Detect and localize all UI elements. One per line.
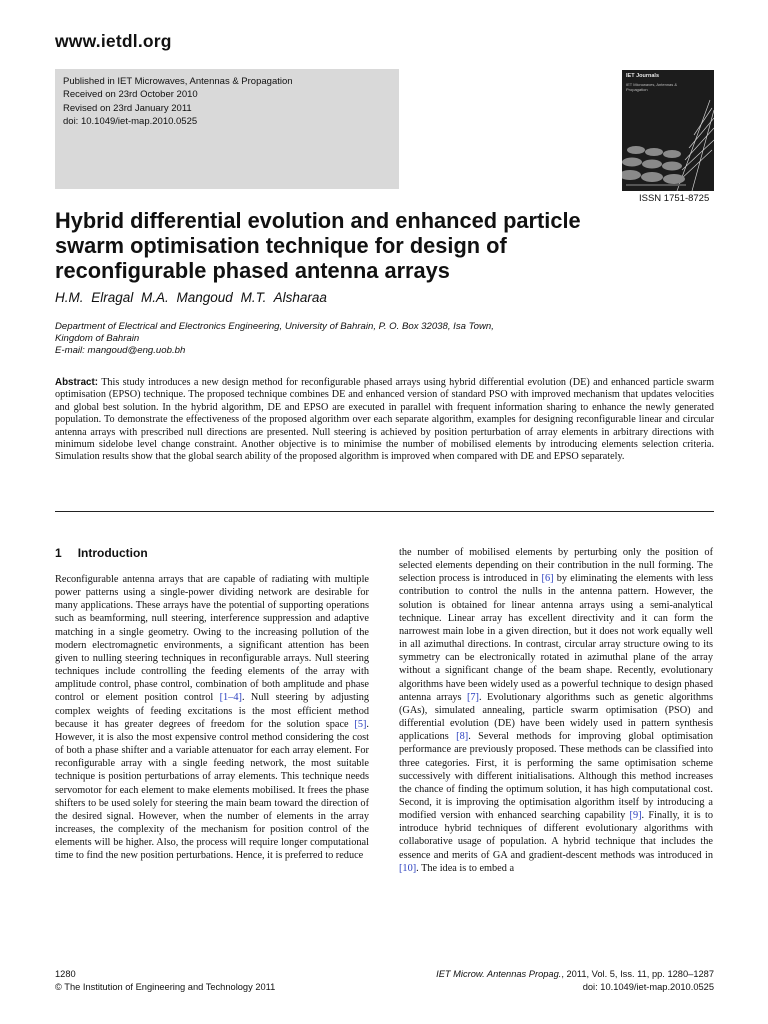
site-url[interactable]: www.ietdl.org: [55, 31, 172, 51]
title-line: reconfigurable phased antenna arrays: [55, 258, 450, 283]
reference-link[interactable]: [6]: [541, 573, 554, 585]
section-number: 1: [55, 546, 62, 560]
cover-subtitle: IET Microwaves, Antennas & Propagation: [626, 82, 678, 92]
published-in: Published in IET Microwaves, Antennas & Propagation: [63, 76, 293, 87]
reference-link[interactable]: [8]: [456, 731, 469, 743]
left-column: [55, 573, 369, 862]
section-title: Introduction: [77, 546, 148, 560]
paragraph: [55, 573, 369, 862]
page-number: 1280: [55, 969, 76, 979]
text-run: by eliminating the elements with less contribution to control the nulls in the antenna pattern. However, the solution is obtained for linear antenna arrays using a semi-analytical technique. Linear array has excellent directivity and it can form the narrowest main lobe in a given direction, but it does not work equally well in all azimuthal directions. In contrast, circular array structure owing to its symmetry can be electronically rotated in azimuthal plane of the array without a significant change of the beam shape. Recently, evolutionary algorithms have been widely used as a powerful technique to design phased antenna arrays: [399, 573, 714, 703]
right-column: [399, 546, 713, 875]
title-line: Hybrid differential evolution and enhanced particle: [55, 208, 581, 233]
article-title: [55, 208, 735, 283]
text-run: . Finally, it is to introduce hybrid techniques of different evolutionary algorithms with collaborative usage of population. A hybrid technique that includes the essence and merits of GA and gradient-descent methods was introduced in: [399, 810, 713, 861]
text-run: . The idea is to embed a: [416, 862, 515, 874]
journal-name: IET Microw. Antennas Propag.: [436, 969, 562, 979]
text-run: . Null steering by adjusting complex weights of feeding excitations is the most efficient method because it has greater degrees of freedom for the solution space: [55, 692, 370, 730]
revised-date: Revised on 23rd January 2011: [63, 102, 192, 114]
journal-cover-image: [622, 70, 714, 191]
footer-right: [436, 968, 714, 994]
citation-line: [436, 968, 714, 981]
authors: H.M. Elragal M.A. Mangoud M.T. Alsharaa: [55, 290, 327, 305]
affiliation-line: Kingdom of Bahrain: [55, 333, 140, 344]
text-run: . Evolutionary algorithms such as genetic algorithms (GAs), simulated annealing, particle swarm optimisation (PSO) and differential evolution (DE) have been widely used in pattern synthesis applications: [399, 691, 713, 743]
abstract: [55, 377, 714, 464]
copyright: © The Institution of Engineering and Technology 2011: [55, 982, 276, 992]
section-heading: [55, 546, 148, 560]
reference-link[interactable]: [10]: [399, 862, 417, 874]
text-run: the number of mobilised elements by perturbing only the position of selected elements depending on their contribution in the null forming. The selection process is introduced in: [399, 547, 713, 585]
reference-link[interactable]: [7]: [466, 691, 479, 703]
citation-details: , 2011, Vol. 5, Iss. 11, pp. 1280–1287: [561, 969, 714, 979]
doi-footer[interactable]: doi: 10.1049/iet-map.2010.0525: [582, 982, 714, 992]
text-run: . However, it is also the most expensive control method considering the cost of both a phase shifter and a variable attenuator for each array element. For reconfigurable array with a single feeding network, the most suitable technique is position perturbations of array elements. This technique needs servomotor for each element to make elements mobilised. It frees the phase shifters to be used solely for steering the main beam toward the direction of the desired signal. However, when the number of elements in the array increases, the complexity of the mechanism for position control of the elements will be higher. Also, the process will require longer computational time to find the new position perturbations. Hence, it is preferred to reduce: [55, 718, 369, 862]
abstract-text: This study introduces a new design method for reconfigurable phased arrays using hybrid differential evolution (DE) and enhanced particle swarm optimisation (EPSO) technique. The proposed technique combines DE and enhanced version of standard PSO with improved mechanism that updates velocities and global best solution. In the hybrid algorithm, DE and EPSO are executed in parallel with frequent information sharing to enhance the newly generated population. To demonstrate the effectiveness of the proposed algorithm over each separate algorithm, examples for designing reconfigurable linear and circular antenna arrays with prescribed null directions are presented. Null steering is achieved by position perturbation of array elements in arbitrary directions with minimum sidelobe level change constraint. Another objective is to minimise the number of mobilised elements by introducing elements selection criteria. Simulation results show that the global search ability of the proposed algorithm is improved when compared with DE and EPSO separately.: [55, 377, 714, 463]
text-run: . Several methods for improving global optimisation performance are previously proposed. These methods can be classified into three categories. First, it is performing the same optimisation scheme successively with different initialisations. Although this method increases the chance of finding the optimum solution, it has high computational cost. Second, it is improving the optimisation algorithm itself by introducing a modified version with enhanced searching capability: [399, 731, 714, 822]
paragraph: [399, 546, 713, 875]
abstract-label: Abstract:: [55, 377, 99, 388]
doi-header[interactable]: doi: 10.1049/iet-map.2010.0525: [63, 115, 198, 127]
email[interactable]: E-mail: mangoud@eng.uob.bh: [55, 345, 186, 356]
cover-brand: IET Journals: [626, 73, 660, 79]
text-run: Reconfigurable antenna arrays that are capable of radiating with multiple power patterns using a single-power dividing network are desirable for many applications. These arrays have the potential of supporting operations such as beamforming, null steering, interference suppression and adaptive matching in a single geometry. Owing to the increasing pollution of the modern electromagnetic environments, a significant attention has been given to nulling steering techniques in reconfigurable arrays. Null steering techniques include controlling the feeding elements of the array with amplitude control, phase control, combination of both amplitude and phase control or element position control: [55, 574, 369, 704]
received-date: Received on 23rd October 2010: [63, 89, 198, 101]
affiliation: [55, 321, 635, 357]
issn: ISSN 1751-8725: [639, 193, 710, 204]
title-line: swarm optimisation technique for design of: [55, 233, 507, 258]
footer-left: [55, 968, 275, 994]
affiliation-line: Department of Electrical and Electronics Engineering, University of Bahrain, P. O. Box 32038, Isa Town,: [55, 321, 494, 332]
reference-link[interactable]: [1–4]: [219, 692, 242, 704]
publication-info-box: [55, 69, 399, 189]
section-divider: [55, 511, 714, 512]
reference-link[interactable]: [9]: [629, 810, 642, 822]
reference-link[interactable]: [5]: [354, 718, 367, 730]
